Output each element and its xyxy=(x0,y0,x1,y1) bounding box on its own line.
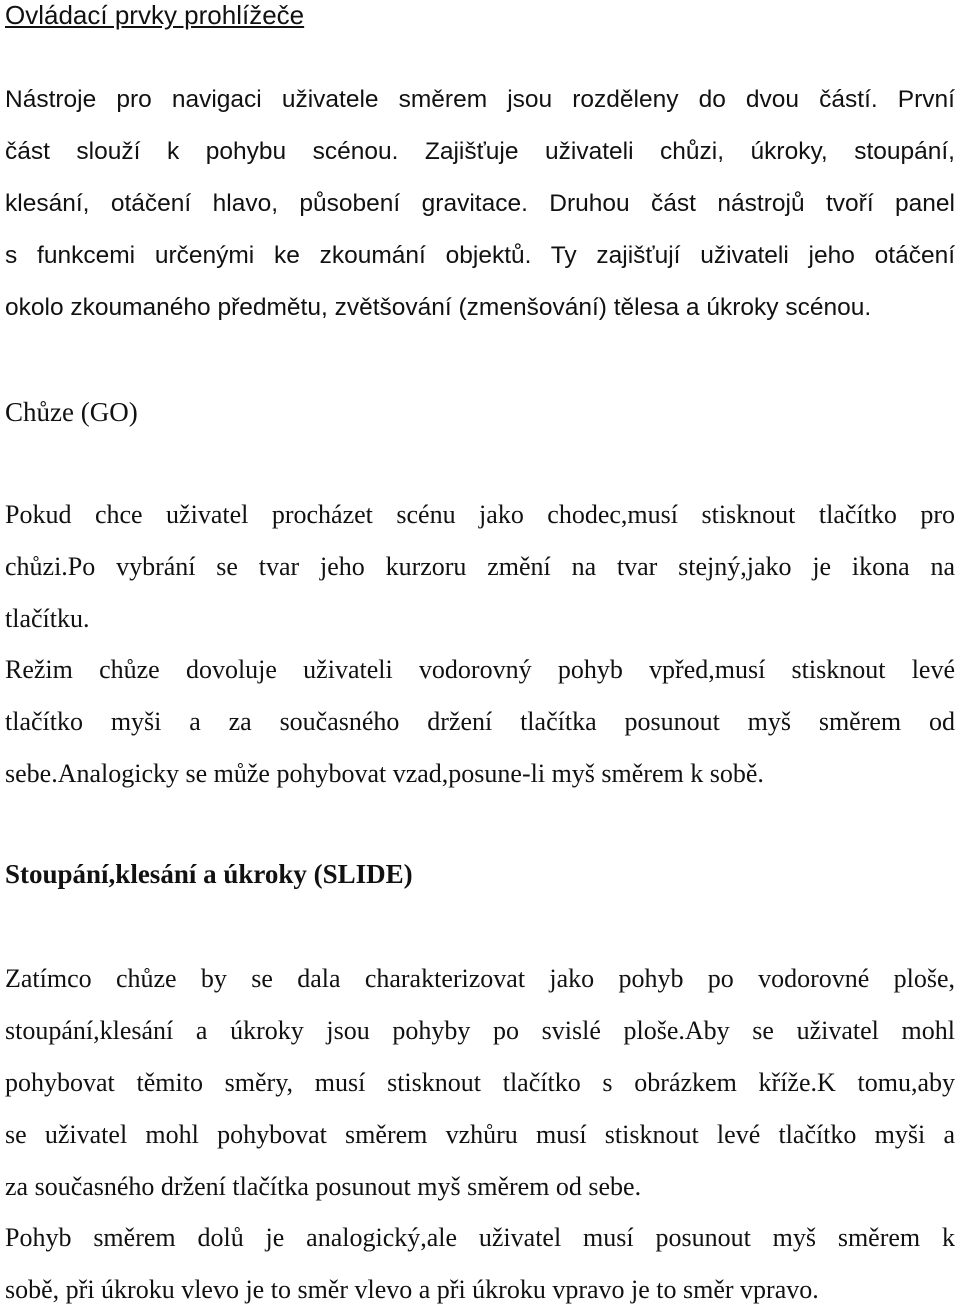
intro-line: s funkcemi určenými ke zkoumání objektů. Ty zajišťují uživateli jeho otáčení xyxy=(5,242,955,269)
document-title: Ovládací prvky prohlížeče xyxy=(5,0,305,30)
section-slide-line: sobě, při úkroku vlevo je to směr vlevo a při úkroku vpravo je to směr vpravo. xyxy=(5,1275,819,1304)
section-go-heading: Chůze (GO) xyxy=(5,397,138,427)
section-slide-paragraph-2 xyxy=(5,1212,955,1316)
intro-line: klesání, otáčení hlavo, působení gravitace. Druhou část nástrojů tvoří panel xyxy=(5,190,955,217)
section-slide-line: pohybovat těmito směry, musí stisknout tlačítko s obrázkem kříže.K tomu,aby xyxy=(5,1068,955,1097)
section-slide-heading: Stoupání,klesání a úkroky (SLIDE) xyxy=(5,859,413,889)
section-go-line: tlačítko myši a za současného držení tlačítka posunout myš směrem od xyxy=(5,707,955,736)
section-go-line: Pokud chce uživatel procházet scénu jako chodec,musí stisknout tlačítko pro xyxy=(5,500,955,529)
intro-line: okolo zkoumaného předmětu, zvětšování (zmenšování) tělesa a úkroky scénou. xyxy=(5,294,872,321)
section-slide-line: Pohyb směrem dolů je analogický,ale uživatel musí posunout myš směrem k xyxy=(5,1223,955,1252)
section-go-line: chůzi.Po vybrání se tvar jeho kurzoru změní na tvar stejný,jako je ikona na xyxy=(5,552,955,581)
section-go-paragraph-1 xyxy=(5,489,955,645)
section-slide-line: se uživatel mohl pohybovat směrem vzhůru musí stisknout levé tlačítko myši a xyxy=(5,1120,955,1149)
intro-line: Nástroje pro navigaci uživatele směrem jsou rozděleny do dvou částí. První xyxy=(5,86,955,113)
intro-line: část slouží k pohybu scénou. Zajišťuje uživateli chůzi, úkroky, stoupání, xyxy=(5,138,955,165)
section-slide-line: Zatímco chůze by se dala charakterizovat jako pohyb po vodorovné ploše, xyxy=(5,964,955,993)
section-go-paragraph-2 xyxy=(5,644,955,800)
section-go-line: sebe.Analogicky se může pohybovat vzad,posune-li myš směrem k sobě. xyxy=(5,759,764,788)
section-slide-paragraph-1 xyxy=(5,953,955,1213)
section-go-line: Režim chůze dovoluje uživateli vodorovný pohyb vpřed,musí stisknout levé xyxy=(5,655,955,684)
section-go-line: tlačítku. xyxy=(5,604,90,633)
section-slide-line: za současného držení tlačítka posunout myš směrem od sebe. xyxy=(5,1172,642,1201)
section-slide-line: stoupání,klesání a úkroky jsou pohyby po svislé ploše.Aby se uživatel mohl xyxy=(5,1016,955,1045)
intro-paragraph xyxy=(5,74,955,334)
